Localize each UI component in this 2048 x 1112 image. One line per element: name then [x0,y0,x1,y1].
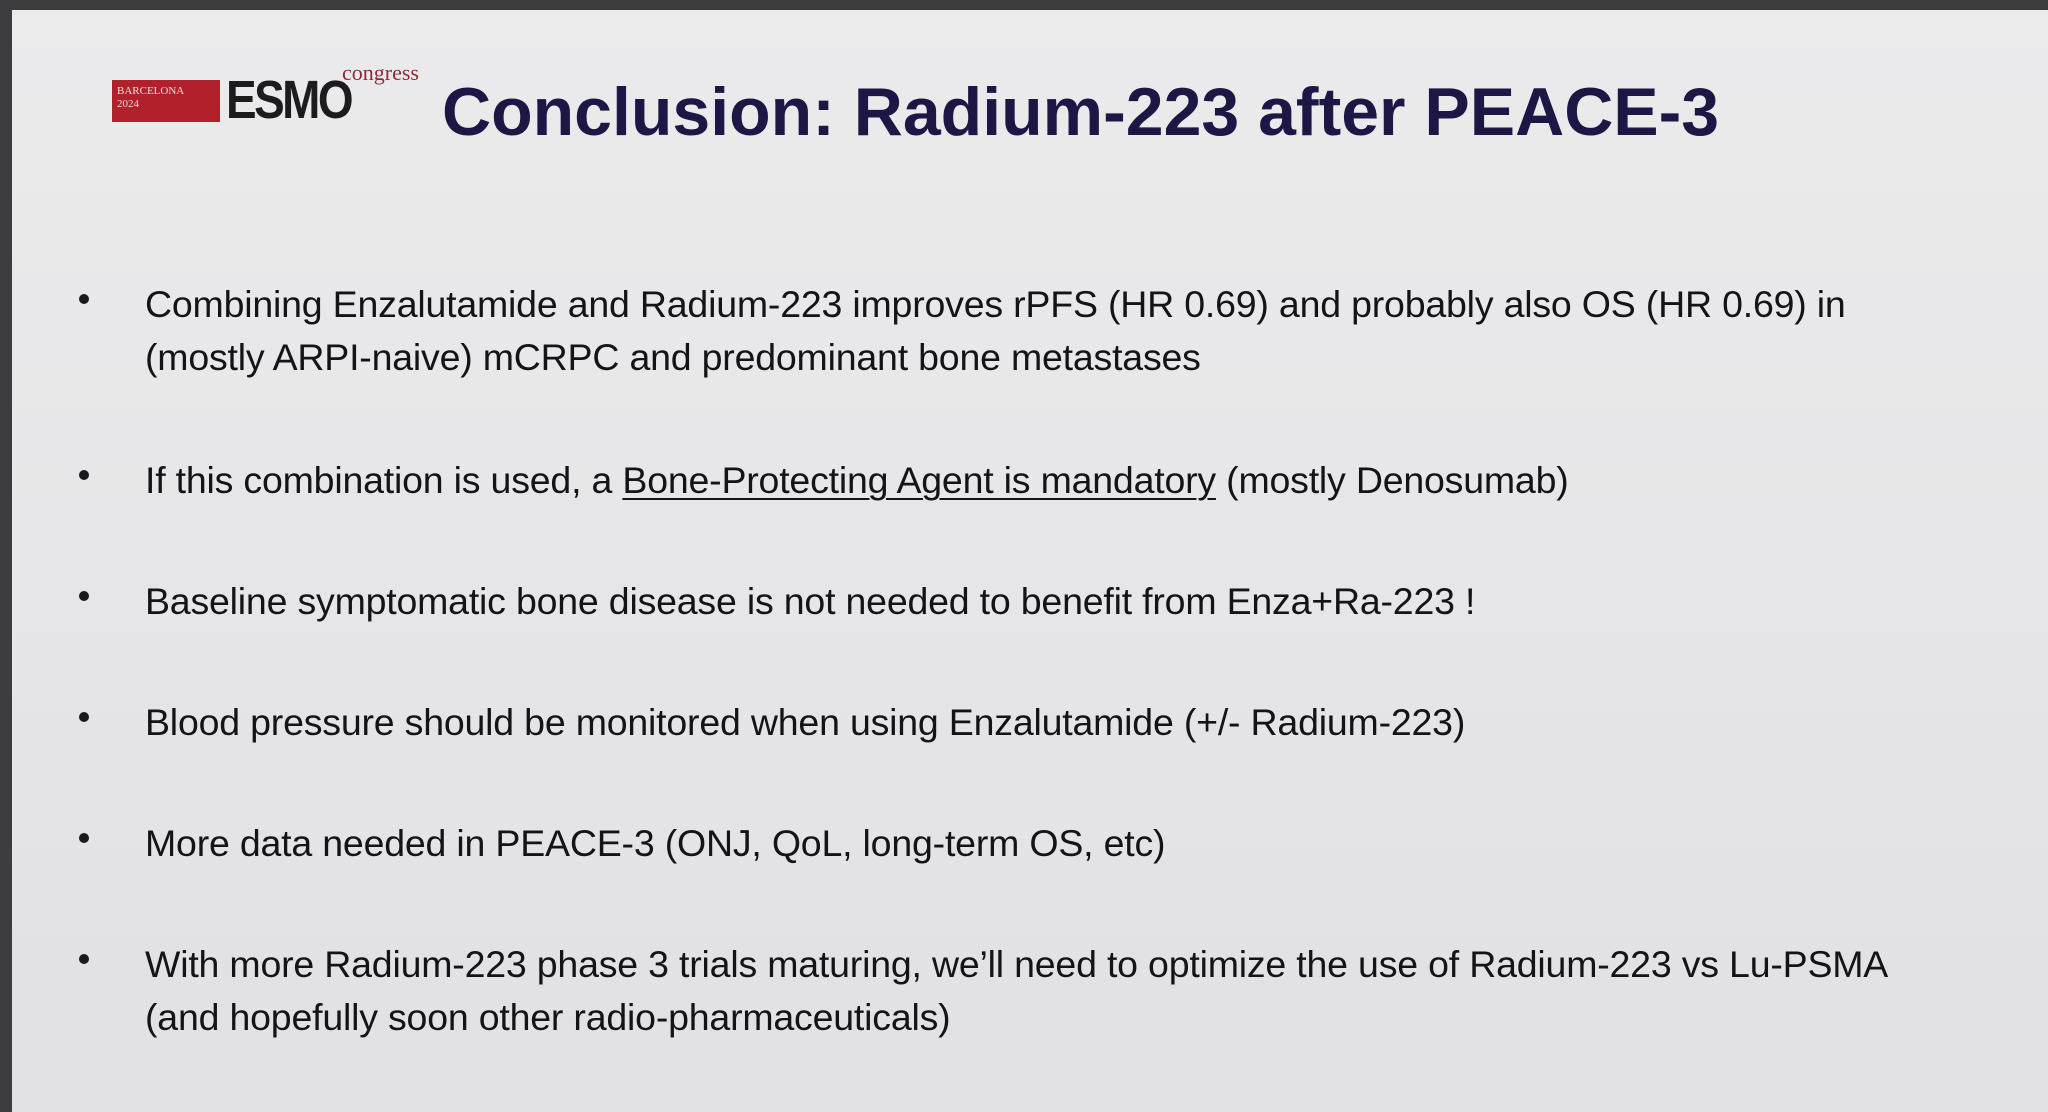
slide-title: Conclusion: Radium-223 after PEACE-3 [442,74,1720,150]
bullet-dot [79,954,89,964]
bullet-text: Blood pressure should be monitored when using Enzalutamide (+/- Radium-223) [145,701,1466,743]
bullet-line: (mostly ARPI-naive) mCRPC and predominant bone metastases [145,336,1201,378]
logo-superscript: congress [342,60,419,85]
bullet-dot [79,591,89,601]
bullet-text: Baseline symptomatic bone disease is not needed to benefit from Enza+Ra-223 ! [145,580,1476,622]
logo-city: BARCELONA [117,85,185,97]
bullet-list [12,10,2048,1112]
bullet-dot [79,833,89,843]
bullet-text [145,278,2025,384]
underlined-emphasis: Bone-Protecting Agent is mandatory [622,459,1216,501]
slide [12,10,2048,1112]
logo-year: 2024 [117,98,139,110]
bullet-line: (and hopefully soon other radio-pharmaceuticals) [145,996,951,1038]
bullet-text-post: (mostly Denosumab) [1215,459,1569,501]
bullet-line: With more Radium-223 phase 3 trials maturing, we’ll need to optimize the use of Radium-223 vs Lu-PSMA [145,943,1889,985]
bullet-dot [79,470,89,480]
bullet-dot [79,712,89,722]
bullet-text: More data needed in PEACE-3 (ONJ, QoL, long-term OS, etc) [145,822,1166,864]
bullet-dot [79,294,89,304]
bullet-text [145,938,2025,1044]
logo-mark: ESMO [226,70,351,130]
bullet-line: Combining Enzalutamide and Radium-223 improves rPFS (HR 0.69) and probably also OS (HR 0.69) in [145,283,1846,325]
bullet-text [145,454,2025,507]
bullet-text-pre: If this combination is used, a [145,459,623,501]
